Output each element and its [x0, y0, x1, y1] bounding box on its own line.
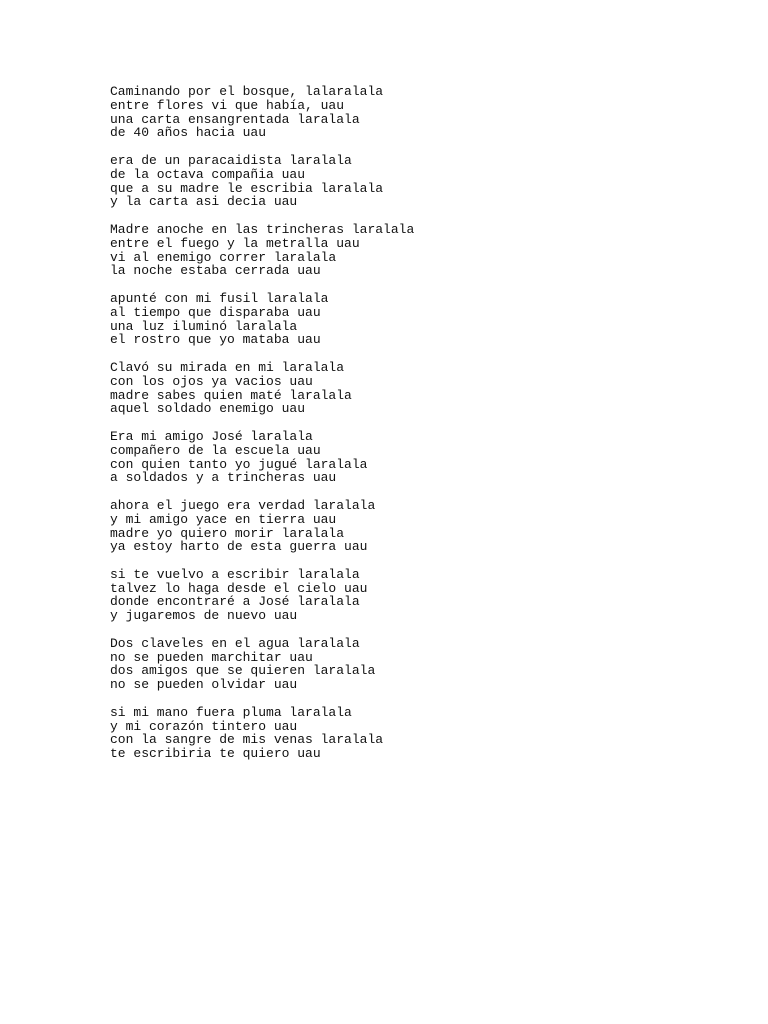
lyric-line: no se pueden olvidar uau — [110, 677, 298, 693]
lyric-line: madre sabes quien maté laralala — [110, 387, 352, 403]
lyric-line: si te vuelvo a escribir laralala — [110, 566, 360, 582]
lyric-line: si mi mano fuera pluma laralala — [110, 704, 352, 720]
lyric-line: con la sangre de mis venas laralala — [110, 732, 384, 748]
stanza-10 — [110, 706, 710, 761]
stanza-4 — [110, 292, 710, 347]
lyric-line: Era mi amigo José laralala — [110, 428, 313, 444]
lyric-line: apunté con mi fusil laralala — [110, 290, 329, 306]
stanza-9 — [110, 637, 710, 692]
lyric-line: era de un paracaidista laralala — [110, 152, 352, 168]
lyric-line: madre yo quiero morir laralala — [110, 525, 345, 541]
lyric-line: entre el fuego y la metralla uau — [110, 235, 360, 251]
stanza-5 — [110, 361, 710, 416]
lyric-line: que a su madre le escribia laralala — [110, 180, 384, 196]
stanza-7 — [110, 499, 710, 554]
lyric-line: con quien tanto yo jugué laralala — [110, 456, 368, 472]
lyric-line: y la carta asi decia uau — [110, 194, 298, 210]
lyric-line: y jugaremos de nuevo uau — [110, 608, 298, 624]
lyric-line: Caminando por el bosque, lalaralala — [110, 84, 384, 99]
lyric-line: al tiempo que disparaba uau — [110, 304, 321, 320]
lyric-line: Clavó su mirada en mi laralala — [110, 359, 345, 375]
lyric-line: el rostro que yo mataba uau — [110, 332, 321, 348]
lyric-line: de la octava compañia uau — [110, 166, 306, 182]
stanza-2 — [110, 154, 710, 209]
lyric-line: talvez lo haga desde el cielo uau — [110, 580, 368, 596]
lyric-line: con los ojos ya vacios uau — [110, 373, 313, 389]
lyric-line: Madre anoche en las trincheras laralala — [110, 221, 415, 237]
lyric-line: y mi corazón tintero uau — [110, 718, 298, 734]
lyric-line: una luz iluminó laralala — [110, 318, 298, 334]
stanza-3 — [110, 223, 710, 278]
lyric-line: compañero de la escuela uau — [110, 442, 321, 458]
lyric-line: y mi amigo yace en tierra uau — [110, 511, 337, 527]
lyric-line: ya estoy harto de esta guerra uau — [110, 539, 368, 555]
lyric-line: ahora el juego era verdad laralala — [110, 497, 376, 513]
lyric-line: dos amigos que se quieren laralala — [110, 663, 376, 679]
stanza-6 — [110, 430, 710, 485]
stanza-8 — [110, 568, 710, 623]
lyric-line: de 40 años hacia uau — [110, 125, 267, 141]
lyric-line: te escribiria te quiero uau — [110, 746, 321, 762]
stanza-1 — [110, 85, 710, 140]
lyric-line: vi al enemigo correr laralala — [110, 249, 337, 265]
lyric-line: Dos claveles en el agua laralala — [110, 635, 360, 651]
lyric-line: a soldados y a trincheras uau — [110, 470, 337, 486]
lyric-line: no se pueden marchitar uau — [110, 649, 313, 665]
lyric-line: donde encontraré a José laralala — [110, 594, 360, 610]
lyric-line: una carta ensangrentada laralala — [110, 111, 360, 127]
lyric-line: aquel soldado enemigo uau — [110, 401, 306, 417]
lyrics-text — [110, 85, 710, 775]
lyric-line: entre flores vi que había, uau — [110, 97, 345, 113]
lyric-line: la noche estaba cerrada uau — [110, 263, 321, 279]
